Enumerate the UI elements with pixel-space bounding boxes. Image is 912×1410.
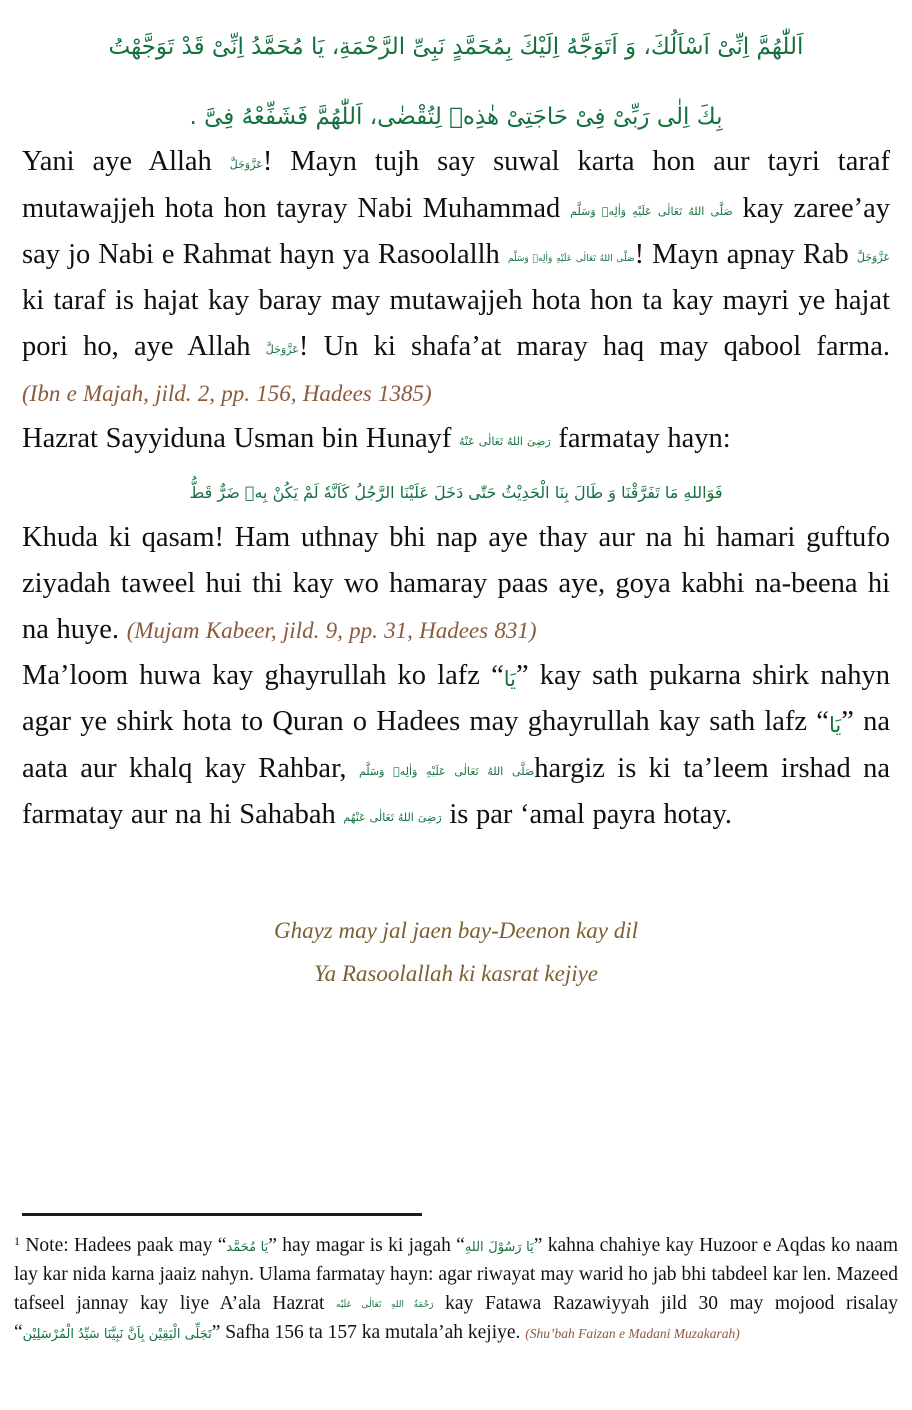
dua-line-1: اَللّٰهُمَّ اِنِّىْ اَسْاَلُكَ، وَ اَتَوَجَّهُ اِلَيْكَ بِمُحَمَّدٍ نَبِىِّ الرَّحْمَةِ، يَا مُحَمَّدُ اِنِّىْ قَدْ تَوَجَّهْتُ xyxy=(108,34,804,60)
arabic-word-ya-2: يَا xyxy=(828,713,842,738)
poetry-couplet xyxy=(22,910,890,995)
footnote-marker: 1 xyxy=(14,1234,20,1248)
par1-seg5: ki taraf is hajat kay baray may mutawajjeh hota hon ta kay mayri ye hajat pori ho, aye Allah xyxy=(22,284,890,362)
arabic-phrase-ya-muhammad: يَا مُحَمَّد xyxy=(226,1240,269,1255)
honorific-radiallahu-1: رَضِىَ اللهُ تَعَالٰى عَنْهُ xyxy=(459,435,551,449)
fn-seg3: ” kahna chahiye kay Huzoor e Aqdas ko naam lay kar nida karna jaaiz nahyn. Ulama farmatay hayn: agar riwayat may warid ho jab bhi tabdeel kar len. Mazeed tafseel jannay kay liye A’ala Hazrat xyxy=(14,1235,898,1314)
citation-mujam-kabeer: (Mujam Kabeer, jild. 9, pp. 31, Hadees 831) xyxy=(126,618,537,644)
honorific-sallallahu-1: صَلَّى اللهُ تَعَالٰى عَلَيْهِ وَاٰلِهٖ وَسَلَّم xyxy=(570,204,733,218)
honorific-azzawajal-1: عَزَّوَجَلَّ xyxy=(229,158,263,172)
par4-seg1: Ma’loom huwa kay ghayrullah ko lafz “ xyxy=(22,660,504,692)
par2-seg2: farmatay hayn: xyxy=(550,423,731,455)
arabic-dua-block xyxy=(22,0,890,139)
citation-shubah-faizan: (Shu’bah Faizan e Madani Muzakarah) xyxy=(525,1325,740,1341)
par4-seg2: ” kay sath pukarna shirk nahyn agar ye shirk hota to Quran o Hadees may ghayrullah kay sath lafz “ xyxy=(22,660,890,738)
paragraph-translation-hadees xyxy=(22,515,890,653)
paragraph-narrator-intro xyxy=(22,416,890,462)
arabic-book-title: تَجَلِّى الْيَقِيْن بِاَنَّ نَبِيَّنَا سَيِّدُ الْمُرْسَلِيْن xyxy=(22,1326,212,1342)
paragraph-commentary xyxy=(22,653,890,838)
arabic-phrase-ya-rasoolallah: يَا رَسُوْلَ اللهِ xyxy=(464,1240,534,1255)
par4-seg3: ” na aata aur khalq kay Rahbar, xyxy=(22,706,890,784)
footnote-block xyxy=(14,1232,898,1347)
fn-seg5: ” Safha 156 ta 157 ka mutala’ah kejiye. xyxy=(211,1321,526,1343)
par2-seg1: Hazrat Sayyiduna Usman bin Hunayf xyxy=(22,423,460,455)
arabic-hadees-line: فَوَاللهِ مَا تَفَرَّقْنَا وَ طَالَ بِنَا الْحَدِيْثُ حَتّٰى دَخَلَ عَلَيْنَا الرَّجُلُ كَاَنَّهٗ لَمْ يَكُنْ بِهٖ ضَرٌّ قَطُّ xyxy=(189,483,723,503)
honorific-radiallahu-anhum: رَضِىَ اللهُ تَعَالٰى عَنْهُم xyxy=(343,810,442,824)
couplet-line-1: Ghayz may jal jaen bay-Deenon kay dil xyxy=(273,917,639,943)
par1-seg6: ! Un ki shafa’at maray haq may qabool farma. xyxy=(298,331,890,362)
fn-seg2: ” hay magar is ki jagah “ xyxy=(268,1235,465,1256)
par4-seg4: hargiz is ki ta’leem irshad na farmatay aur na hi Sahabah xyxy=(22,752,890,830)
par1-seg2: ! Mayn tujh say suwal karta hon aur tayri taraf mutawajjeh hota hon tayray Nabi Muhammad xyxy=(22,146,890,224)
par1-seg1: Yani aye Allah xyxy=(22,146,230,178)
par3-seg1: Khuda ki qasam! Ham uthnay bhi nap aye thay aur na hi hamari guftufo ziyadah taweel hui thi kay wo hamaray paas aye, goya kabhi na-beena hi na huye. xyxy=(22,521,890,646)
par4-seg5: is par ‘amal payra hotay. xyxy=(441,798,732,830)
fn-seg1: Note: Hadees paak may “ xyxy=(20,1235,227,1256)
fn-seg4: kay Fatawa Razawiyyah jild 30 may mojood risalay “ xyxy=(14,1292,898,1343)
honorific-sallallahu-3: صَلَّى اللهُ تَعَالٰى عَلَيْهِ وَاٰلِهٖ وَسَلَّم xyxy=(358,764,535,778)
footnote-separator xyxy=(22,1213,422,1216)
honorific-sallallahu-2: صَلَّى اللهُ تَعَالٰى عَلَيْهِ وَاٰلِهٖ وَسَلَّم xyxy=(507,253,635,264)
honorific-rahmatullah-alayh: رَحْمَةُ اللهِ تَعَالٰى عَلَيْه xyxy=(336,1299,434,1310)
par1-seg4: ! Mayn apnay Rab xyxy=(634,238,857,270)
arabic-word-ya-1: يَا xyxy=(503,667,516,692)
honorific-azzawajal-3: عَزَّوَجَلَّ xyxy=(265,343,299,356)
citation-ibn-e-majah: (Ibn e Majah, jild. 2, pp. 156, Hadees 1385) xyxy=(22,381,432,407)
couplet-line-2: Ya Rasoolallah ki kasrat kejiye xyxy=(313,960,599,986)
par1-seg3: kay zaree’ay say jo Nabi e Rahmat hayn ya Rasoolallh xyxy=(22,192,890,270)
dua-line-2: بِكَ اِلٰى رَبِّىْ فِىْ حَاجَتِىْ هٰذِهٖ لِتُقْضٰى، اَللّٰهُمَّ فَشَفِّعْهُ فِىَّ . xyxy=(189,103,723,130)
page-content xyxy=(22,0,890,995)
paragraph-translation-dua xyxy=(22,139,890,416)
honorific-azzawajal-2: عَزَّوَجَلَّ xyxy=(856,250,890,264)
